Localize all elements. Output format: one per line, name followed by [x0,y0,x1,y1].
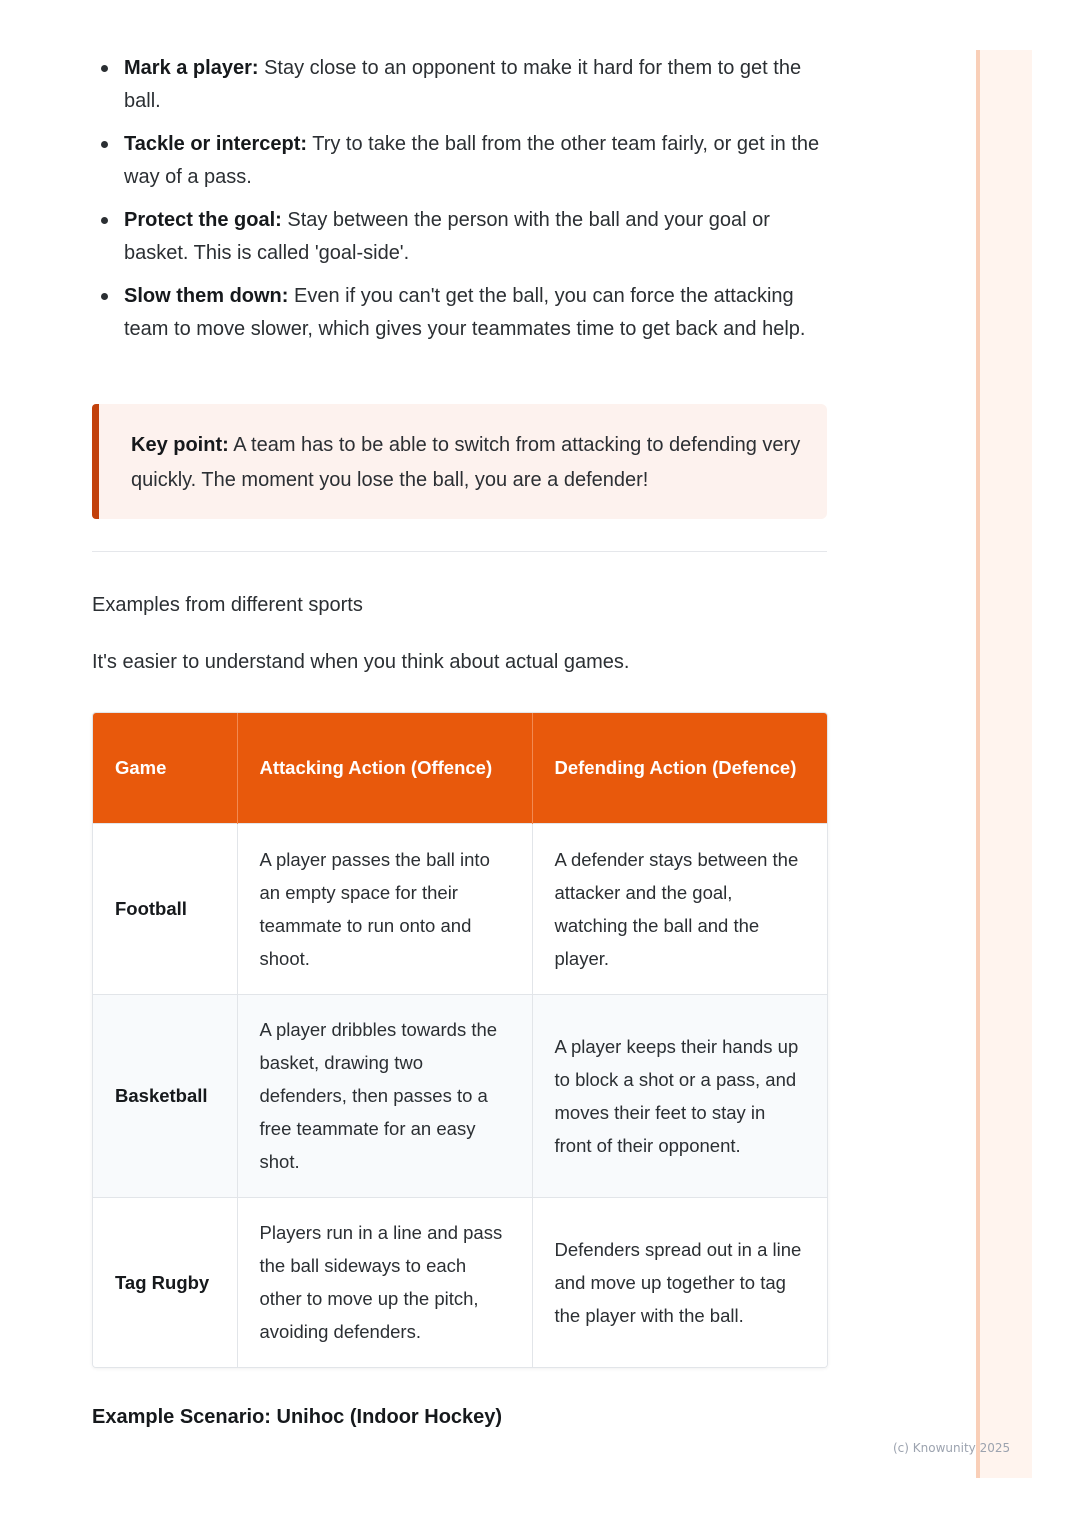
list-item [92,204,827,269]
copyright-footer: (c) Knowunity 2025 [893,1441,1011,1455]
bullet-dot-icon [101,65,108,72]
header-defending-action: Defending Action (Defence) [532,713,827,823]
scenario-heading: Example Scenario: Unihoc (Indoor Hockey) [92,1406,503,1428]
bullet-dot-icon [101,293,108,300]
cell-defence: A defender stays between the attacker and the goal, watching the ball and the player. [532,823,827,994]
cell-defence: A player keeps their hands up to block a shot or a pass, and moves their feet to stay in front of their opponent. [532,994,827,1197]
list-item [92,128,827,193]
callout-term: Key point: [131,434,229,456]
callout-accent-bar [92,404,99,519]
cell-game: Tag Rugby [93,1197,237,1367]
side-decoration-strip [976,50,1032,1478]
cell-attack: Players run in a line and pass the ball sideways to each other to move up the pitch, avoiding defenders. [237,1197,532,1367]
callout-text: A team has to be able to switch from attacking to defending very quickly. The moment you lose the ball, you are a defender! [131,434,801,491]
section-title: Examples from different sports [92,594,363,616]
bullet-text: Stay between the person with the ball and your goal or basket. This is called 'goal-side'. [124,209,770,264]
defending-tips-list [92,52,827,356]
bullet-text: Stay close to an opponent to make it hard for them to get the ball. [124,57,802,112]
sports-examples-table [92,712,828,1368]
header-game: Game [93,713,237,823]
divider [92,551,827,552]
table-row [93,823,827,994]
bullet-term: Mark a player: [124,57,259,79]
bullet-term: Protect the goal: [124,209,282,231]
table-row [93,994,827,1197]
list-item [92,52,827,117]
bullet-term: Slow them down: [124,285,289,307]
cell-game: Football [93,823,237,994]
header-attacking-action: Attacking Action (Offence) [237,713,532,823]
key-point-callout [92,404,827,519]
bullet-dot-icon [101,141,108,148]
bullet-text: Try to take the ball from the other team fairly, or get in the way of a pass. [124,133,820,188]
side-decoration-line [976,50,980,1478]
list-item [92,280,827,345]
cell-attack: A player dribbles towards the basket, drawing two defenders, then passes to a free teammate for an easy shot. [237,994,532,1197]
table-row [93,1197,827,1367]
cell-attack: A player passes the ball into an empty space for their teammate to run onto and shoot. [237,823,532,994]
cell-game: Basketball [93,994,237,1197]
bullet-text: Even if you can't get the ball, you can force the attacking team to move slower, which gives your teammates time to get back and help. [124,285,806,340]
intro-paragraph: It's easier to understand when you think about actual games. [92,651,630,673]
bullet-dot-icon [101,217,108,224]
table-header-row [93,713,827,823]
cell-defence: Defenders spread out in a line and move up together to tag the player with the ball. [532,1197,827,1367]
bullet-term: Tackle or intercept: [124,133,308,155]
